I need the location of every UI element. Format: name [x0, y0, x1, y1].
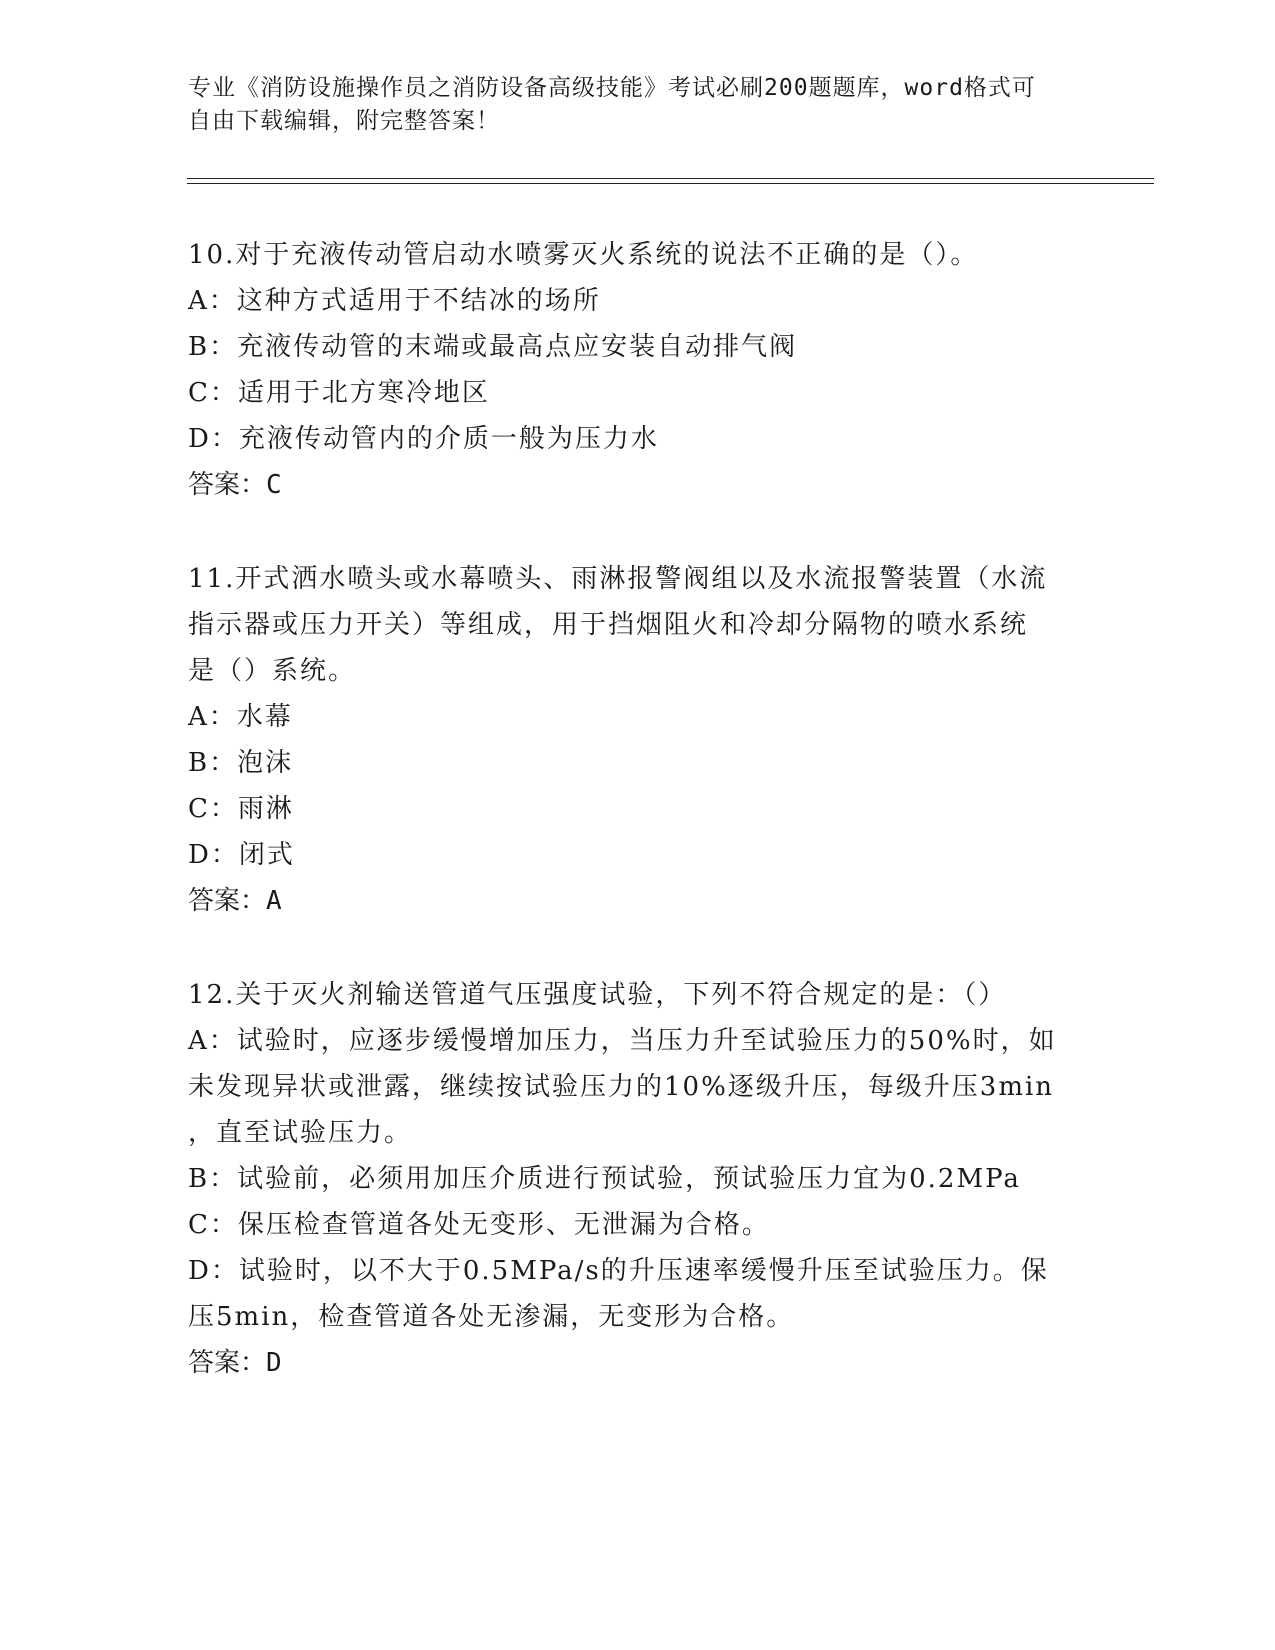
- question-stem: 是（）系统。: [188, 656, 357, 686]
- question-stem: 指示器或压力开关）等组成，用于挡烟阻火和冷却分隔物的喷水系统: [188, 610, 1029, 640]
- option-c: C：适用于北方寒冷地区: [188, 378, 490, 408]
- option-a: A：试验时，应逐步缓慢增加压力，当压力升至试验压力的50%时，如: [188, 1026, 1057, 1056]
- header-divider-bottom: [187, 183, 1154, 184]
- option-c: C：雨淋: [188, 794, 294, 824]
- header-line-2: 自由下载编辑，附完整答案！: [188, 108, 500, 134]
- question-list: [188, 232, 1088, 1386]
- question-10: [188, 232, 1088, 508]
- option-d: D：试验时，以不大于0.5MPa/s的升压速率缓慢升压至试验压力。保: [188, 1256, 1049, 1286]
- question-stem: 10.对于充液传动管启动水喷雾灭火系统的说法不正确的是（）。: [188, 240, 979, 270]
- option-a: A：水幕: [188, 702, 293, 732]
- option-d-continued: 压5min，检查管道各处无渗漏，无变形为合格。: [188, 1302, 795, 1332]
- question-12: [188, 972, 1088, 1386]
- header-divider-top: [187, 178, 1154, 179]
- header-line-1: 专业《消防设施操作员之消防设备高级技能》考试必刷200题题库，word格式可: [188, 75, 1036, 101]
- option-a-continued: 未发现异状或泄露，继续按试验压力的10%逐级升压，每级升压3min: [188, 1072, 1055, 1102]
- option-b: B：试验前，必须用加压介质进行预试验，预试验压力宜为0.2MPa: [188, 1164, 1021, 1194]
- question-stem: 12.关于灭火剂输送管道气压强度试验，下列不符合规定的是：（）: [188, 980, 1007, 1010]
- answer-line: 答案：C: [188, 470, 282, 500]
- document-header: [188, 72, 1068, 138]
- option-b: B：泡沫: [188, 748, 294, 778]
- option-b: B：充液传动管的末端或最高点应安装自动排气阀: [188, 332, 798, 362]
- option-c: C：保压检查管道各处无变形、无泄漏为合格。: [188, 1210, 770, 1240]
- option-a: A：这种方式适用于不结冰的场所: [188, 286, 601, 316]
- answer-line: 答案：A: [188, 886, 282, 916]
- question-stem: 11.开式洒水喷头或水幕喷头、雨淋报警阀组以及水流报警装置（水流: [188, 564, 1048, 594]
- option-a-continued: ，直至试验压力。: [188, 1118, 413, 1148]
- question-11: [188, 556, 1088, 924]
- answer-line: 答案：D: [188, 1348, 282, 1378]
- option-d: D：充液传动管内的介质一般为压力水: [188, 424, 659, 454]
- option-d: D：闭式: [188, 840, 295, 870]
